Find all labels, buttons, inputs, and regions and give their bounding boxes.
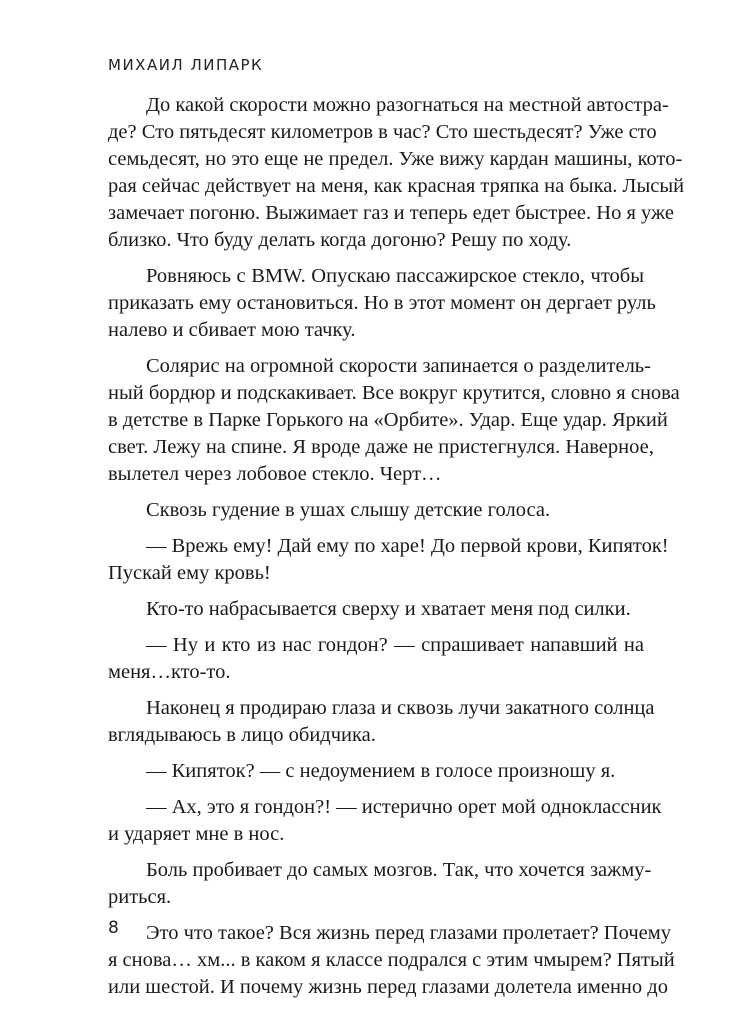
text-line: свет. Лежу на спине. Я вроде даже не пристегнулся. Наверное, xyxy=(108,436,654,458)
text-line: меня…кто-то. xyxy=(108,661,231,683)
paragraph xyxy=(108,920,675,1001)
text-line: — Ну и кто из нас гондон? — спрашивает напавший на xyxy=(146,634,644,656)
text-line: в детстве в Парке Горького на «Орбите». Удар. Еще удар. Яркий xyxy=(108,409,668,431)
text-line: я снова… хм... в каком я классе подрался с этим чмырем? Пятый xyxy=(108,949,675,971)
text-line: Это что такое? Вся жизнь перед глазами пролетает? Почему xyxy=(146,922,671,944)
paragraph xyxy=(108,353,680,488)
text-line: приказать ему остановиться. Но в этот момент он дергает руль xyxy=(108,292,656,314)
text-line: — Ах, это я гондон?! — истерично орет мой одноклассник xyxy=(146,796,662,818)
text-line: вылетел через лобовое стекло. Черт… xyxy=(108,463,442,485)
text-line: риться. xyxy=(108,886,172,908)
text-line: вглядываюсь в лицо обидчика. xyxy=(108,724,376,746)
paragraph xyxy=(108,695,655,749)
text-line: семьдесят, но это еще не предел. Уже вижу кардан машины, кото- xyxy=(108,148,683,170)
paragraph xyxy=(108,794,662,848)
text-line: Кто-то набрасывается сверху и хватает меня под силки. xyxy=(146,598,631,620)
text-line: Наконец я продираю глаза и сквозь лучи закатного солнца xyxy=(146,697,655,719)
page-number: 8 xyxy=(108,918,119,938)
text-line: — Кипяток? — с недоумением в голосе произношу я. xyxy=(146,760,616,782)
text-line: Боль пробивает до самых мозгов. Так, что хочется зажму- xyxy=(146,859,652,881)
paragraph xyxy=(108,758,644,785)
paragraph xyxy=(108,596,644,623)
paragraph xyxy=(108,92,685,254)
paragraph xyxy=(108,632,644,686)
text-line: ный бордюр и подскакивает. Все вокруг крутится, словно я снова xyxy=(108,382,680,404)
text-line: или шестой. И почему жизнь перед глазами долетела именно до xyxy=(108,976,668,998)
paragraph xyxy=(108,533,669,587)
text-line: де? Сто пятьдесят километров в час? Сто шестьдесят? Уже сто xyxy=(108,121,657,143)
paragraph xyxy=(108,263,656,344)
text-line: Солярис на огромной скорости запинается о разделитель- xyxy=(146,355,651,377)
paragraph xyxy=(108,497,644,524)
running-head: МИХАИЛ ЛИПАРК xyxy=(108,56,264,74)
text-line: — Врежь ему! Дай ему по харе! До первой крови, Кипяток! xyxy=(146,535,669,557)
text-line: Ровняюсь с BMW. Опускаю пассажирское стекло, чтобы xyxy=(146,265,644,287)
text-line: рая сейчас действует на меня, как красная тряпка на быка. Лысый xyxy=(108,175,685,197)
text-line: Пускай ему кровь! xyxy=(108,562,271,584)
text-line: близко. Что буду делать когда догоню? Решу по ходу. xyxy=(108,229,572,251)
text-line: налево и сбивает мою тачку. xyxy=(108,319,356,341)
text-line: Сквозь гудение в ушах слышу детские голоса. xyxy=(146,499,551,521)
text-line: До какой скорости можно разогнаться на местной автостра- xyxy=(146,94,669,116)
body-text xyxy=(108,92,685,1010)
paragraph xyxy=(108,857,652,911)
text-line: замечает погоню. Выжимает газ и теперь едет быстрее. Но я уже xyxy=(108,202,674,224)
text-line: и ударяет мне в нос. xyxy=(108,823,285,845)
